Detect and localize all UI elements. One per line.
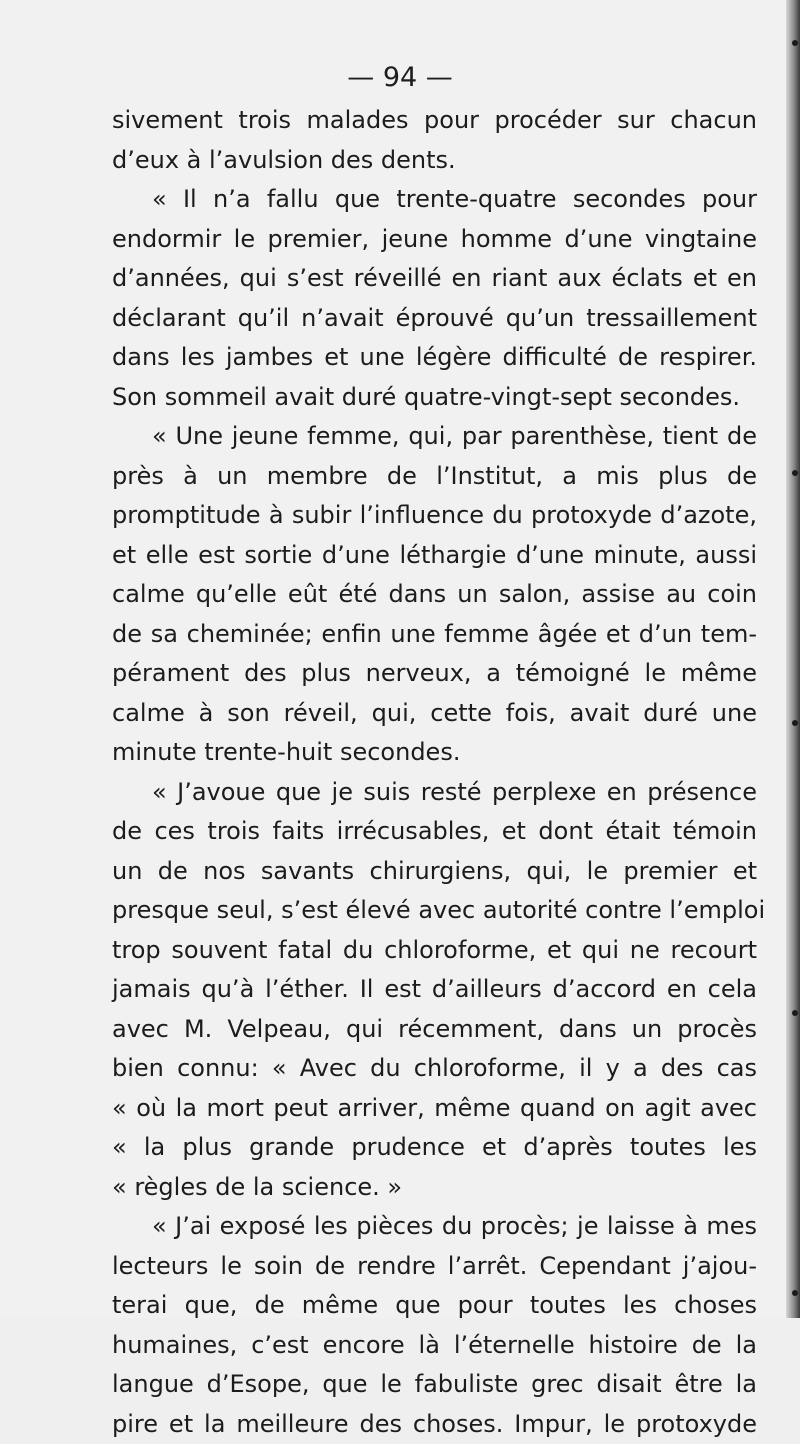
text-line: d’années, qui s’est réveillé en riant aux éclats et en <box>112 259 757 299</box>
body-text <box>112 101 757 1444</box>
text-line: déclarant qu’il n’avait éprouvé qu’un tressaillement <box>112 299 757 339</box>
text-line: de ces trois faits irrécusables, et dont était témoin <box>112 812 757 852</box>
text-line: « où la mort peut arriver, même quand on agit avec <box>112 1089 757 1129</box>
text-line: presque seul, s’est élevé avec autorité contre l’emploi <box>112 891 757 931</box>
text-line: d’eux à l’avulsion des dents. <box>112 141 757 181</box>
gutter-mark <box>792 720 798 726</box>
text-line: calme à son réveil, qui, cette fois, avait duré une <box>112 694 757 734</box>
text-line: terai que, de même que pour toutes les choses <box>112 1286 757 1326</box>
text-line: dans les jambes et une légère difficulté de respirer. <box>112 338 757 378</box>
text-line: « Il n’a fallu que trente-quatre secondes pour <box>112 180 757 220</box>
text-line: avec M. Velpeau, qui récemment, dans un procès <box>112 1010 757 1050</box>
gutter-mark <box>792 470 798 476</box>
gutter-mark <box>792 1290 798 1296</box>
text-line: langue d’Esope, que le fabuliste grec disait être la <box>112 1365 757 1405</box>
text-line: Son sommeil avait duré quatre-vingt-sept secondes. <box>112 378 757 418</box>
page-number: — 94 — <box>0 62 800 93</box>
page-edge-shadow <box>786 0 800 1318</box>
text-line: jamais qu’à l’éther. Il est d’ailleurs d’accord en cela <box>112 970 757 1010</box>
text-line: de sa cheminée; enfin une femme âgée et d’un tem- <box>112 615 757 655</box>
text-line: minute trente-huit secondes. <box>112 733 757 773</box>
text-line: calme qu’elle eût été dans un salon, assise au coin <box>112 575 757 615</box>
text-line: près à un membre de l’Institut, a mis plus de <box>112 457 757 497</box>
text-line: bien connu: « Avec du chloroforme, il y a des cas <box>112 1049 757 1089</box>
text-line: pérament des plus nerveux, a témoigné le même <box>112 654 757 694</box>
gutter-mark <box>792 1010 798 1016</box>
text-line: « J’ai exposé les pièces du procès; je laisse à mes <box>112 1207 757 1247</box>
text-line: humaines, c’est encore là l’éternelle histoire de la <box>112 1326 757 1366</box>
text-line: « Une jeune femme, qui, par parenthèse, tient de <box>112 417 757 457</box>
text-line: « la plus grande prudence et d’après toutes les <box>112 1128 757 1168</box>
text-line: sivement trois malades pour procéder sur chacun <box>112 101 757 141</box>
text-line: lecteurs le soin de rendre l’arrêt. Cependant j’ajou- <box>112 1247 757 1287</box>
text-line: pire et la meilleure des choses. Impur, le protoxyde <box>112 1405 757 1444</box>
text-line: promptitude à subir l’influence du protoxyde d’azote, <box>112 496 757 536</box>
text-line: et elle est sortie d’une léthargie d’une minute, aussi <box>112 536 757 576</box>
text-line: un de nos savants chirurgiens, qui, le premier et <box>112 852 757 892</box>
text-line: trop souvent fatal du chloroforme, et qui ne recourt <box>112 931 757 971</box>
text-line: « règles de la science. » <box>112 1168 757 1208</box>
text-line: « J’avoue que je suis resté perplexe en présence <box>112 773 757 813</box>
gutter-mark <box>792 40 798 46</box>
text-line: endormir le premier, jeune homme d’une vingtaine <box>112 220 757 260</box>
